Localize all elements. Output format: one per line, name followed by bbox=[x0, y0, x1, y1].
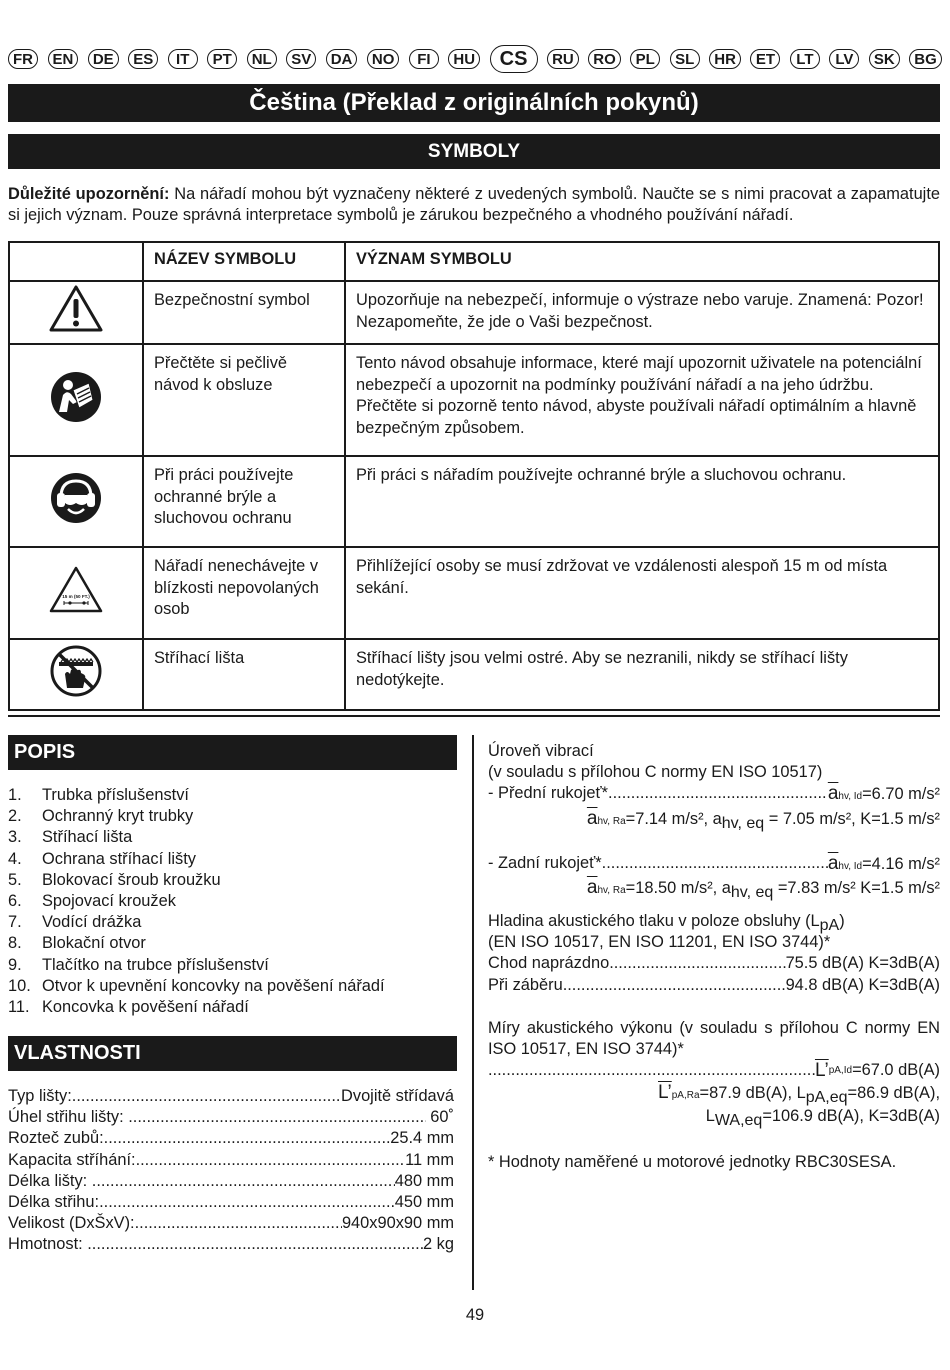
spec-row bbox=[8, 1171, 454, 1192]
list-item-text: Stříhací lišta bbox=[42, 828, 133, 847]
read-manual-icon bbox=[49, 370, 103, 424]
front-handle-row-2: $\overline{a}hv$, Ra=7.14 m/s², $a_{hv, eq} = 7.05$ m/s², K=1.5 m/s² bbox=[586, 807, 940, 832]
spec-row bbox=[8, 1213, 454, 1234]
spec-dots bbox=[72, 1086, 341, 1107]
symbol-meaning: Stříhací lišty jsou velmi ostré. Aby se nezranili, nikdy se stříhací lišty nedotýkejte. bbox=[345, 639, 939, 710]
list-item-number: 8. bbox=[8, 934, 22, 953]
list-item-text: Spojovací kroužek bbox=[42, 892, 176, 911]
spec-label: Rozteč zubů: bbox=[8, 1129, 104, 1148]
spec-label: Délka střihu: bbox=[8, 1193, 100, 1212]
list-item-text: Ochrana stříhací lišty bbox=[42, 849, 196, 868]
spec-value: 2 kg bbox=[423, 1235, 454, 1254]
list-item-text: Vodící drážka bbox=[42, 913, 142, 932]
symbol-name: Bezpečnostní symbol bbox=[143, 281, 345, 344]
rear-value: $\overline{a}hv$, Id=4.16 m/s² bbox=[827, 852, 940, 874]
popis-heading: POPIS bbox=[8, 735, 457, 770]
spec-row bbox=[8, 1234, 454, 1255]
column-divider bbox=[472, 735, 474, 1290]
load-row: Při záběru ..... 94.8 dB(A) K=3dB(A) bbox=[488, 975, 940, 996]
language-tab-nl[interactable]: NL bbox=[247, 49, 277, 69]
list-item bbox=[8, 785, 468, 806]
intro-text: Na nářadí mohou být vyznačeny některé z uvedených symbolů. Naučte se s nimi pracovat a zapamatujte si jejich význam. Pouze správná interpretace symbolů je zárukou bezpečného a vhodného používání nářadí. bbox=[8, 185, 940, 224]
language-tab-bg[interactable]: BG bbox=[909, 49, 942, 69]
spec-dots bbox=[135, 1213, 342, 1234]
language-tab-fi[interactable]: FI bbox=[409, 49, 439, 69]
list-item-text: Trubka příslušenství bbox=[42, 786, 189, 804]
front-handle-row bbox=[488, 783, 940, 807]
list-item bbox=[8, 933, 468, 954]
language-tab-lv[interactable]: LV bbox=[829, 49, 859, 69]
list-item-text: Otvor k upevnění koncovky na pověšení nářadí bbox=[42, 976, 385, 995]
language-tab-ro[interactable]: RO bbox=[588, 49, 621, 69]
spec-label: Kapacita stříhání: bbox=[8, 1150, 136, 1169]
list-item-number: 3. bbox=[8, 828, 22, 847]
language-tab-sl[interactable]: SL bbox=[670, 49, 700, 69]
list-item-text: Koncovka k pověšení nářadí bbox=[42, 998, 249, 1017]
list-item bbox=[8, 891, 468, 912]
symbol-name: Nářadí nenechávejte v blízkosti nepovolaných osob bbox=[143, 547, 345, 639]
icon-cell bbox=[9, 547, 143, 639]
header-icon-cell bbox=[9, 242, 143, 281]
symbols-heading: SYMBOLY bbox=[8, 134, 940, 169]
symbol-meaning: Přihlížející osoby se musí zdržovat ve vzdálenosti alespoň 15 m od místa sekání. bbox=[345, 547, 939, 639]
table-row bbox=[9, 639, 939, 710]
measurement-note: * Hodnoty naměřené u motorové jednotky RBC30SESA. bbox=[488, 1153, 897, 1171]
list-item-number: 5. bbox=[8, 870, 22, 889]
list-item-text: Tlačítko na trubce příslušenství bbox=[42, 955, 269, 974]
list-item-number: 2. bbox=[8, 807, 22, 826]
language-tab-et[interactable]: ET bbox=[750, 49, 780, 69]
spec-row bbox=[8, 1150, 454, 1171]
spec-label: Úhel střihu lišty: bbox=[8, 1108, 129, 1127]
language-tab-en[interactable]: EN bbox=[48, 49, 79, 69]
power-row-1: ..... L’ pA,Id =67.0 dB(A) bbox=[488, 1060, 940, 1081]
spec-dots bbox=[87, 1234, 423, 1255]
language-bar bbox=[8, 46, 942, 72]
list-item-number: 9. bbox=[8, 955, 22, 974]
list-item bbox=[8, 955, 468, 976]
spec-value: 25.4 mm bbox=[390, 1129, 454, 1148]
language-tab-lt[interactable]: LT bbox=[790, 49, 820, 69]
header-name: NÁZEV SYMBOLU bbox=[143, 242, 345, 281]
symbols-table bbox=[8, 241, 940, 711]
warning-triangle-icon bbox=[48, 284, 104, 334]
pressure-title: Hladina akustického tlaku v poloze obsluhy $(L_{pA})$ bbox=[488, 912, 845, 934]
header-meaning: VÝZNAM SYMBOLU bbox=[345, 242, 939, 281]
table-row bbox=[9, 344, 939, 456]
list-item bbox=[8, 870, 468, 891]
spec-dots bbox=[128, 1107, 426, 1128]
list-item bbox=[8, 976, 468, 997]
spec-value: 11 mm bbox=[405, 1150, 454, 1169]
list-item-number: 10. bbox=[8, 976, 31, 995]
distance-label: 15 m (50 FT.) bbox=[62, 593, 90, 599]
icon-cell bbox=[9, 639, 143, 710]
list-item bbox=[8, 912, 468, 933]
list-item bbox=[8, 806, 468, 827]
symbol-name: Přečtěte si pečlivě návod k obsluze bbox=[143, 344, 345, 456]
power-block bbox=[488, 1018, 940, 1127]
language-tab-da[interactable]: DA bbox=[326, 49, 358, 69]
list-item bbox=[8, 849, 468, 870]
spec-value: 60˚ bbox=[425, 1108, 454, 1127]
list-item bbox=[8, 997, 468, 1018]
no-touch-blade-icon bbox=[49, 644, 103, 698]
spec-row bbox=[8, 1107, 454, 1128]
front-handle-label: - Přední rukojeť* bbox=[488, 784, 609, 803]
list-item-number: 11. bbox=[8, 998, 30, 1017]
pressure-standards: (EN ISO 10517, EN ISO 11201, EN ISO 3744)* bbox=[488, 933, 831, 952]
spec-label: Hmotnost: bbox=[8, 1235, 88, 1254]
page-title: Čeština (Překlad z originálních pokynů) bbox=[8, 84, 940, 122]
spec-dots bbox=[136, 1150, 406, 1171]
pressure-block bbox=[488, 911, 940, 996]
list-item-number: 7. bbox=[8, 913, 22, 932]
rear-handle-row-2: $\overline{a}hv$, Ra=18.50 m/s², $a_{hv, eq} =7.83$ m/s² K=1.5 m/s² bbox=[586, 877, 940, 902]
language-tab-pl[interactable]: PL bbox=[630, 49, 660, 69]
front-value: $\overline{a}hv$, Id=6.70 m/s² bbox=[827, 783, 940, 805]
language-tab-hu[interactable]: HU bbox=[448, 49, 480, 69]
spec-value: 940x90x90 mm bbox=[341, 1214, 454, 1233]
intro-paragraph bbox=[8, 184, 940, 226]
language-tab-it[interactable]: IT bbox=[168, 49, 198, 69]
spec-dots bbox=[92, 1171, 395, 1192]
language-tab-ru[interactable]: RU bbox=[547, 49, 579, 69]
intro-bold: Důležité upozornění: bbox=[8, 185, 170, 203]
rear-handle-label: - Zadní rukojeť* bbox=[488, 853, 602, 872]
icon-cell bbox=[9, 456, 143, 547]
symbol-meaning: Tento návod obsahuje informace, které mají upozornit uživatele na potenciální nebezpečí a upozornit na podmínky používání nářadí a na jeho údržbu. Přečtěte si pozorně tento návod, abyste používali nářadí optimálním a hlavně bezpečným způsobem. bbox=[345, 344, 939, 456]
table-header-row bbox=[9, 242, 939, 281]
spec-value: 450 mm bbox=[394, 1193, 454, 1212]
spec-dots bbox=[99, 1192, 395, 1213]
section-divider bbox=[8, 715, 940, 717]
rear-handle-row bbox=[488, 853, 940, 877]
spec-row bbox=[8, 1128, 454, 1149]
table-row bbox=[9, 281, 939, 344]
spec-dots bbox=[104, 1128, 391, 1149]
symbol-meaning: Upozorňuje na nebezpečí, informuje o výstraze nebo varuje. Znamená: Pozor! Nezapomeňte, že jde o Vaši bezpečnost. bbox=[345, 281, 939, 344]
table-row bbox=[9, 547, 939, 639]
symbol-name: Stříhací lišta bbox=[143, 639, 345, 710]
list-item-number: 6. bbox=[8, 892, 22, 911]
list-item-text: Blokační otvor bbox=[42, 934, 146, 953]
language-tab-pt[interactable]: PT bbox=[207, 49, 237, 69]
list-item-number: 4. bbox=[8, 849, 22, 868]
spec-value: Dvojitě střídavá bbox=[341, 1087, 454, 1105]
symbol-name: Při práci používejte ochranné brýle a sluchovou ochranu bbox=[143, 456, 345, 547]
page-number: 49 bbox=[465, 1306, 485, 1324]
table-row bbox=[9, 456, 939, 547]
parts-list bbox=[8, 785, 468, 1018]
spec-row bbox=[8, 1192, 454, 1213]
vibration-title: Úroveň vibrací bbox=[488, 742, 594, 760]
bystander-distance-icon bbox=[48, 565, 104, 615]
language-tab-es[interactable]: ES bbox=[128, 49, 158, 69]
list-item-number: 1. bbox=[8, 786, 22, 804]
language-tab-fr[interactable]: FR bbox=[8, 49, 38, 69]
power-title: Míry akustického výkonu (v souladu s přílohou C normy EN ISO 10517, EN ISO 3744)* bbox=[488, 1019, 940, 1059]
vibration-standard: (v souladu s přílohou C normy EN ISO 10517) bbox=[488, 763, 823, 782]
spec-label: Typ lišty: bbox=[8, 1087, 72, 1105]
icon-cell bbox=[9, 344, 143, 456]
idle-row: Chod naprázdno ..... 75.5 dB(A) K=3dB(A) bbox=[488, 953, 940, 974]
spec-label: Velikost (DxŠxV): bbox=[8, 1214, 135, 1233]
list-item-text: Blokovací šroub kroužku bbox=[42, 870, 221, 889]
vlastnosti-heading: VLASTNOSTI bbox=[8, 1036, 457, 1071]
language-tab-no[interactable]: NO bbox=[367, 49, 400, 69]
language-tab-hr[interactable]: HR bbox=[709, 49, 741, 69]
eye-ear-protection-icon bbox=[49, 471, 103, 525]
spec-label: Délka lišty: bbox=[8, 1171, 92, 1190]
vibration-block bbox=[488, 741, 940, 901]
language-tab-cs[interactable]: CS bbox=[490, 45, 538, 73]
icon-cell bbox=[9, 281, 143, 344]
language-tab-sk[interactable]: SK bbox=[869, 49, 900, 69]
spec-value: 480 mm bbox=[394, 1171, 454, 1190]
language-tab-sv[interactable]: SV bbox=[286, 49, 316, 69]
power-row-3: $L_{WA,eq}=106.9$ dB(A), K=3dB(A) bbox=[705, 1106, 940, 1129]
spec-row bbox=[8, 1086, 454, 1107]
list-item bbox=[8, 827, 468, 848]
language-tab-de[interactable]: DE bbox=[88, 49, 119, 69]
specs-list bbox=[8, 1086, 454, 1256]
list-item-text: Ochranný kryt trubky bbox=[42, 807, 194, 826]
power-row-2: L’pA,Ra=87.9 dB(A), $L_{pA,eq}=86.9$ dB(A), bbox=[658, 1081, 940, 1106]
symbol-meaning: Při práci s nářadím používejte ochranné brýle a sluchovou ochranu. bbox=[345, 456, 939, 547]
